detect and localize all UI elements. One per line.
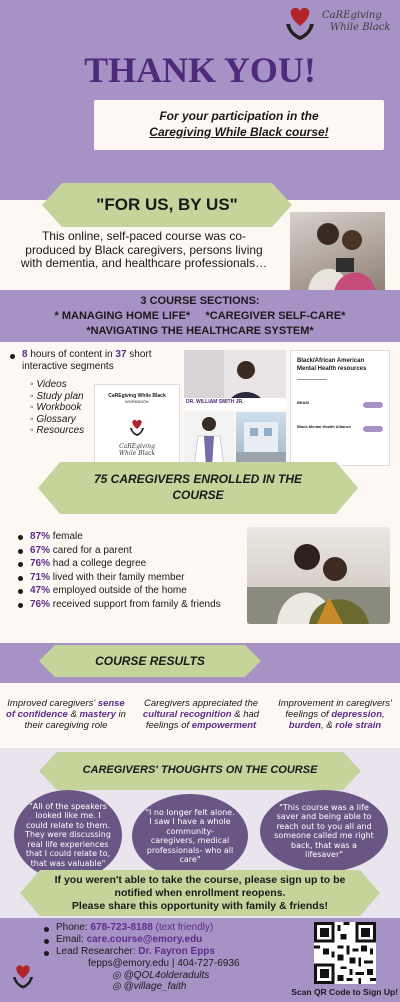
stat-item: 76% received support from family & friends	[18, 598, 248, 612]
workbook-cover	[94, 384, 180, 466]
signup-text	[20, 874, 380, 913]
sections-heading: 3 COURSE SECTIONS:	[140, 295, 260, 307]
qr-code[interactable]	[314, 922, 376, 984]
contact-email: Email: care.course@emory.edu	[44, 934, 306, 946]
contact-phone: Phone: 678-723-8188 (text friendly)	[44, 922, 306, 934]
quote-bubble-3	[260, 790, 388, 872]
content-item: ◦ Videos	[30, 379, 67, 390]
heart-hands-icon	[10, 962, 36, 992]
quote-bubble-2	[132, 794, 248, 878]
stat-item: 71% lived with their family member	[18, 571, 248, 585]
video-caption: DR. WILLIAM SMITH JR.	[186, 399, 244, 405]
result-depression: Improvement in caregivers' feelings of depression, burden, & role strain	[278, 698, 392, 731]
result-confidence: Improved caregivers' sense of confidence & mastery in their caregiving role	[6, 698, 126, 731]
results-heading: COURSE RESULTS	[95, 654, 205, 668]
sections-block	[0, 294, 400, 339]
content-hours-item	[10, 349, 188, 373]
page-title: THANK YOU!	[84, 50, 316, 90]
resources-item-button[interactable]	[363, 402, 383, 408]
logo-line2: While Black	[330, 22, 391, 33]
resources-panel	[290, 350, 390, 466]
signup-line1: If you weren't able to take the course, please sign up to be	[54, 874, 346, 886]
subtitle	[94, 108, 384, 140]
resources-item-label: Black Mental Health Alliance	[297, 424, 352, 429]
workbook-title: CaREgiving While Black	[108, 393, 166, 399]
signup-line2: notified when enrollment reopens.	[114, 887, 286, 899]
stat-item: 67% cared for a parent	[18, 544, 248, 558]
resources-item	[297, 400, 383, 414]
quote-3: "This course was a life saver and being able to reach out to you all and someone called me right back, that was a lifesaver"	[274, 802, 374, 859]
social-handle: ◎ @QOL4olderadults	[112, 970, 210, 981]
sections-line2: *NAVIGATING THE HEALTHCARE SYSTEM*	[86, 325, 314, 337]
stat-item: 76% had a college degree	[18, 557, 248, 571]
email-link[interactable]: care.course@emory.edu	[86, 934, 203, 945]
hours-text: hours of content in	[27, 349, 116, 360]
photo-caregiver-couple	[247, 527, 390, 624]
signup-line3: Please share this opportunity with family & friends!	[71, 900, 329, 912]
content-item: ◦ Study plan	[30, 390, 84, 402]
enrolled-heading	[38, 471, 358, 503]
segments-text: short interactive segments	[22, 349, 152, 372]
intro-text: This online, self-paced course was co-produced by Black caregivers, persons living with dementia, and healthcare professionals…	[20, 229, 268, 270]
workbook-logo-line2: While Black	[118, 450, 156, 457]
photo-two-women-tablet	[290, 212, 385, 292]
contact-list	[44, 922, 306, 958]
resources-title: Black/African American Mental Health resources	[297, 358, 367, 372]
subtitle-line1: For your participation in the	[159, 109, 319, 123]
social-handle: ◎ @village_faith	[112, 981, 187, 992]
segments-value: 37	[115, 349, 127, 360]
logo	[282, 4, 397, 46]
social-handles	[112, 970, 209, 992]
enrolled-line2: COURSE	[172, 488, 224, 502]
heart-hands-icon	[127, 418, 147, 438]
heart-hands-icon	[282, 4, 318, 44]
video-still-speaker	[184, 350, 286, 410]
social-icon: ◎	[112, 970, 124, 981]
hours-value: 8	[22, 349, 28, 360]
photo-doctor	[184, 412, 234, 467]
resources-item-label: BEAM	[297, 400, 309, 405]
resources-item	[297, 424, 383, 438]
content-item: ◦ Glossary	[30, 413, 76, 425]
logo-line1: CaREgiving	[322, 10, 382, 21]
lead-contact: fepps@emory.edu | 404-727-6936	[88, 958, 240, 969]
quote-2: "I no longer felt alone. I saw I have a whole community-caregivers, medical professionals- who all care"	[145, 807, 235, 864]
slogan: "FOR US, BY US"	[96, 195, 238, 214]
stat-item: 87% female	[18, 530, 248, 544]
contact-lead: Lead Researcher: Dr. Fayron Epps	[44, 946, 306, 958]
social-icon: ◎	[112, 981, 124, 992]
qr-caption: Scan QR Code to Sign Up!	[291, 987, 398, 997]
thoughts-heading: CAREGIVERS' THOUGHTS ON THE COURSE	[82, 764, 318, 776]
demographics-list	[18, 530, 248, 611]
photo-hospital	[236, 412, 286, 467]
enrolled-line1: 75 CAREGIVERS ENROLLED IN THE	[93, 472, 303, 486]
result-cultural: Caregivers appreciated the cultural recognition & had feelings of empowerment	[142, 698, 260, 731]
stat-item: 47% employed outside of the home	[18, 584, 248, 598]
resources-rule	[297, 379, 327, 380]
quote-1: "All of the speakers looked like me. I could relate to them. They were discussing real life experiences that I could relate to, that was valuable"	[25, 801, 111, 868]
subtitle-line2: Caregiving While Black course!	[149, 125, 329, 139]
sections-line1: * MANAGING HOME LIFE* *CAREGIVER SELF-CARE*	[54, 310, 346, 322]
phone-link[interactable]: 678-723-8188	[90, 922, 153, 933]
workbook-subtitle: WORKBOOK	[124, 399, 149, 404]
content-item: ◦ Resources	[30, 425, 85, 436]
quote-bubble-1	[14, 790, 122, 880]
workbook-logo-line1: CaREgiving	[119, 443, 155, 450]
content-item: ◦ Workbook	[30, 402, 82, 413]
resources-item-button[interactable]	[363, 426, 383, 432]
